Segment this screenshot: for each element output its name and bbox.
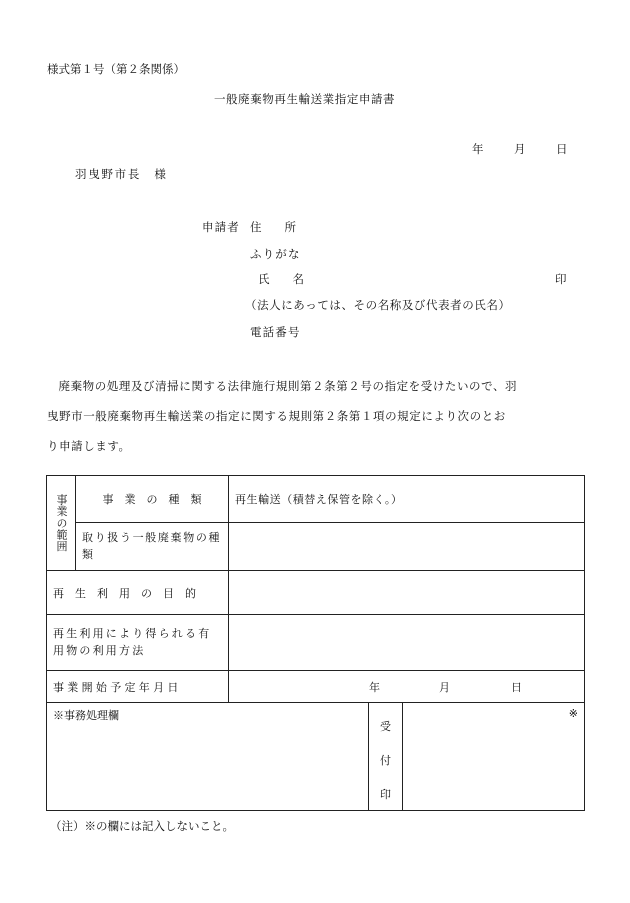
purpose-value[interactable]: [229, 571, 585, 615]
body-paragraph: [47, 371, 587, 461]
date-month: 月: [514, 142, 526, 156]
applicant-corp-note: （法人にあっては、その名称及び代表者の氏名）: [245, 298, 511, 312]
method-label: 再生利用により得られる有用物の利用方法: [47, 615, 229, 671]
receipt-char-1: 受: [380, 719, 391, 733]
form-number: 様式第１号（第２条関係）: [47, 62, 185, 76]
applicant-seal: 印: [555, 272, 567, 286]
body-line-3: り申請します。: [47, 439, 131, 453]
waste-type-label: 取り扱う一般廃棄物の種類: [76, 523, 229, 571]
applicant-name-label: 氏 名: [258, 272, 304, 286]
receipt-char-3: 印: [380, 787, 391, 801]
business-type-label: 事 業 の 種 類: [76, 476, 229, 523]
start-year: 年: [369, 681, 380, 694]
addressee: 羽曳野市長 様: [75, 167, 168, 181]
footnote: （注）※の欄には記入しないこと。: [50, 819, 234, 833]
date-year: 年: [472, 142, 484, 156]
business-type-value: 再生輸送（積替え保管を除く。）: [229, 476, 585, 523]
applicant-label: 申請者: [202, 220, 240, 234]
applicant-furigana-label: ふりがな: [250, 247, 301, 261]
purpose-label: 再 生 利 用 の 目 的: [47, 571, 229, 615]
scope-label: 事業の範囲: [47, 476, 76, 571]
receipt-char-2: 付: [380, 753, 391, 767]
body-line-1: 廃棄物の処理及び清掃に関する法律施行規則第２条第２号の指定を受けたいので、羽: [58, 379, 518, 393]
start-day: 日: [511, 681, 522, 694]
start-date-label: 事業開始予定年月日: [47, 671, 229, 703]
office-use-label: ※事務処理欄: [47, 703, 369, 811]
receipt-mark: ※: [568, 707, 579, 720]
page-title: 一般廃棄物再生輸送業指定申請書: [214, 92, 396, 106]
body-line-2: 曳野市一般廃棄物再生輸送業の指定に関する規則第２条第１項の規定により次のとお: [47, 409, 506, 423]
waste-type-value[interactable]: [229, 523, 585, 571]
receipt-label: [369, 703, 403, 811]
applicant-address-label: 住 所: [250, 220, 296, 234]
start-month: 月: [439, 681, 450, 694]
method-value[interactable]: [229, 615, 585, 671]
application-table: [46, 475, 585, 811]
date-day: 日: [556, 142, 568, 156]
applicant-phone-label: 電話番号: [250, 325, 301, 339]
receipt-stamp-area: [403, 703, 585, 811]
start-date-value[interactable]: [229, 671, 585, 703]
